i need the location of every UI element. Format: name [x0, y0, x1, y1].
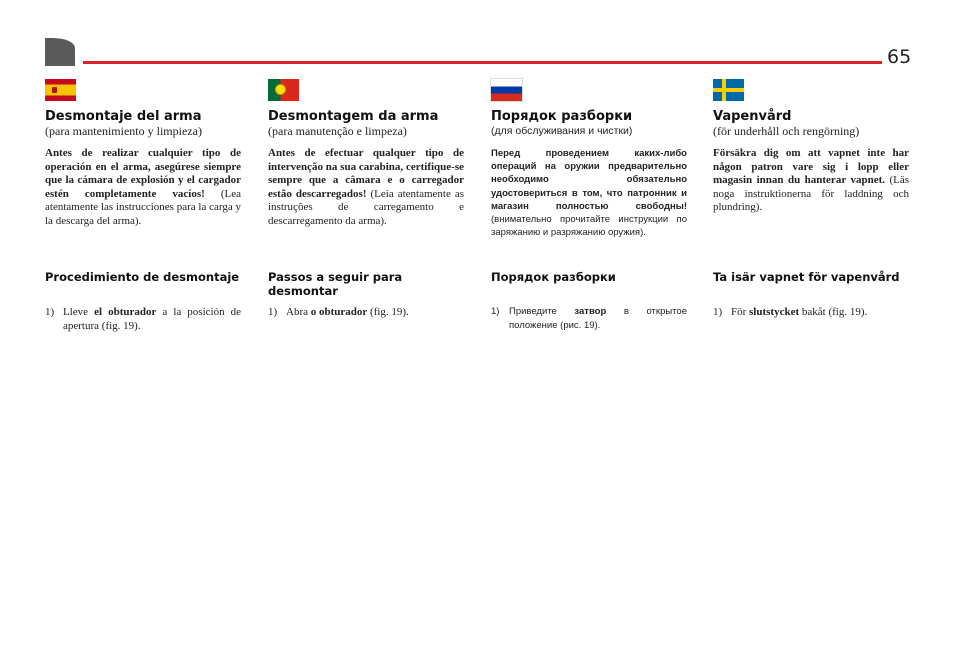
step-text	[731, 305, 909, 319]
warning-paragraph	[45, 147, 241, 229]
column-es	[45, 79, 241, 229]
step-post: в открытое положение (рис. 19).	[509, 306, 687, 331]
warning-rest: (Läs noga instruktionerna för laddning och plundring).	[713, 174, 910, 214]
step-number: 1)	[268, 306, 278, 318]
column-subtitle: (para mantenimiento y limpieza)	[45, 124, 202, 138]
section-title-es: Procedimiento de desmontaje	[45, 270, 240, 284]
warning-paragraph	[268, 147, 464, 229]
step-text	[286, 305, 464, 319]
step-number: 1)	[45, 306, 55, 318]
step-es	[45, 305, 241, 333]
step-ru	[491, 305, 687, 332]
warning-bold: Antes de efectuar qualquer tipo de intervenção na sua carabina, certifique-se sempre que a câmara e o carregador estão descarregados!	[268, 147, 464, 200]
section-title-ru: Порядок разборки	[491, 270, 616, 284]
step-bold: slutstycket	[749, 306, 800, 318]
portugal-flag-icon	[268, 79, 299, 101]
step-bold: o obturador	[310, 306, 368, 318]
step-post: bakåt (fig. 19).	[799, 306, 868, 318]
step-pt	[268, 305, 464, 319]
step-post: (fig. 19).	[367, 306, 409, 318]
warning-bold: Перед проведением каких-либо операций на оружии предварительно необходимо обязательно удостовериться в том, что патронник и магазин полностью свободны!	[491, 148, 687, 212]
column-title: Desmontagem da arma	[268, 109, 439, 124]
step-bold: el obturador	[94, 306, 157, 318]
column-pt	[268, 79, 464, 229]
step-pre: Abra	[286, 306, 311, 318]
step-number: 1)	[491, 306, 500, 317]
section-title-sv: Ta isär vapnet för vapenvård	[713, 270, 900, 284]
header-rule	[83, 61, 882, 64]
column-sv	[713, 79, 909, 215]
page-number: 65	[887, 46, 912, 68]
column-ru	[491, 79, 687, 239]
warning-bold: Antes de realizar cualquier tipo de operación en el arma, asegúrese siempre que la cámara de explosión y el cargador estén completamente vacíos!	[45, 147, 241, 200]
step-text	[63, 305, 241, 333]
warning-rest: (Lea atentamente las instrucciones para la carga y la descarga del arma).	[45, 187, 241, 227]
column-title: Порядок разборки	[491, 109, 633, 124]
step-bold: затвор	[574, 306, 607, 317]
column-subtitle: (för underhåll och rengörning)	[713, 124, 860, 138]
warning-paragraph	[491, 147, 687, 239]
step-pre: Приведите	[509, 306, 575, 317]
warning-bold: Försäkra dig om att vapnet inte har någon patron vare sig i lopp eller magasin innan du hanterar vapnet.	[713, 147, 909, 187]
sweden-flag-icon	[713, 79, 744, 101]
step-text	[509, 305, 687, 332]
step-pre: För	[731, 306, 750, 318]
warning-rest: (Leia atentamente as instruções de carregamento e descarregamento da arma).	[268, 187, 464, 227]
column-subtitle: (para manutenção e limpeza)	[268, 124, 407, 138]
column-title: Vapenvård	[713, 109, 792, 124]
russia-flag-icon	[491, 79, 522, 101]
spain-flag-icon	[45, 79, 76, 101]
section-title-pt: Passos a seguir para desmontar	[268, 270, 403, 298]
step-sv	[713, 305, 909, 319]
warning-rest: (внимательно прочитайте инструкции по заряжанию и разряжанию оружия).	[491, 214, 687, 239]
page-tab-mark	[45, 38, 75, 66]
column-subtitle: (для обслуживания и чистки)	[491, 125, 633, 137]
column-title: Desmontaje del arma	[45, 109, 202, 124]
step-number: 1)	[713, 306, 723, 318]
warning-paragraph	[713, 147, 909, 215]
step-pre: Lleve	[63, 306, 95, 318]
step-post: a la posición de apertura (fig. 19).	[63, 306, 241, 332]
